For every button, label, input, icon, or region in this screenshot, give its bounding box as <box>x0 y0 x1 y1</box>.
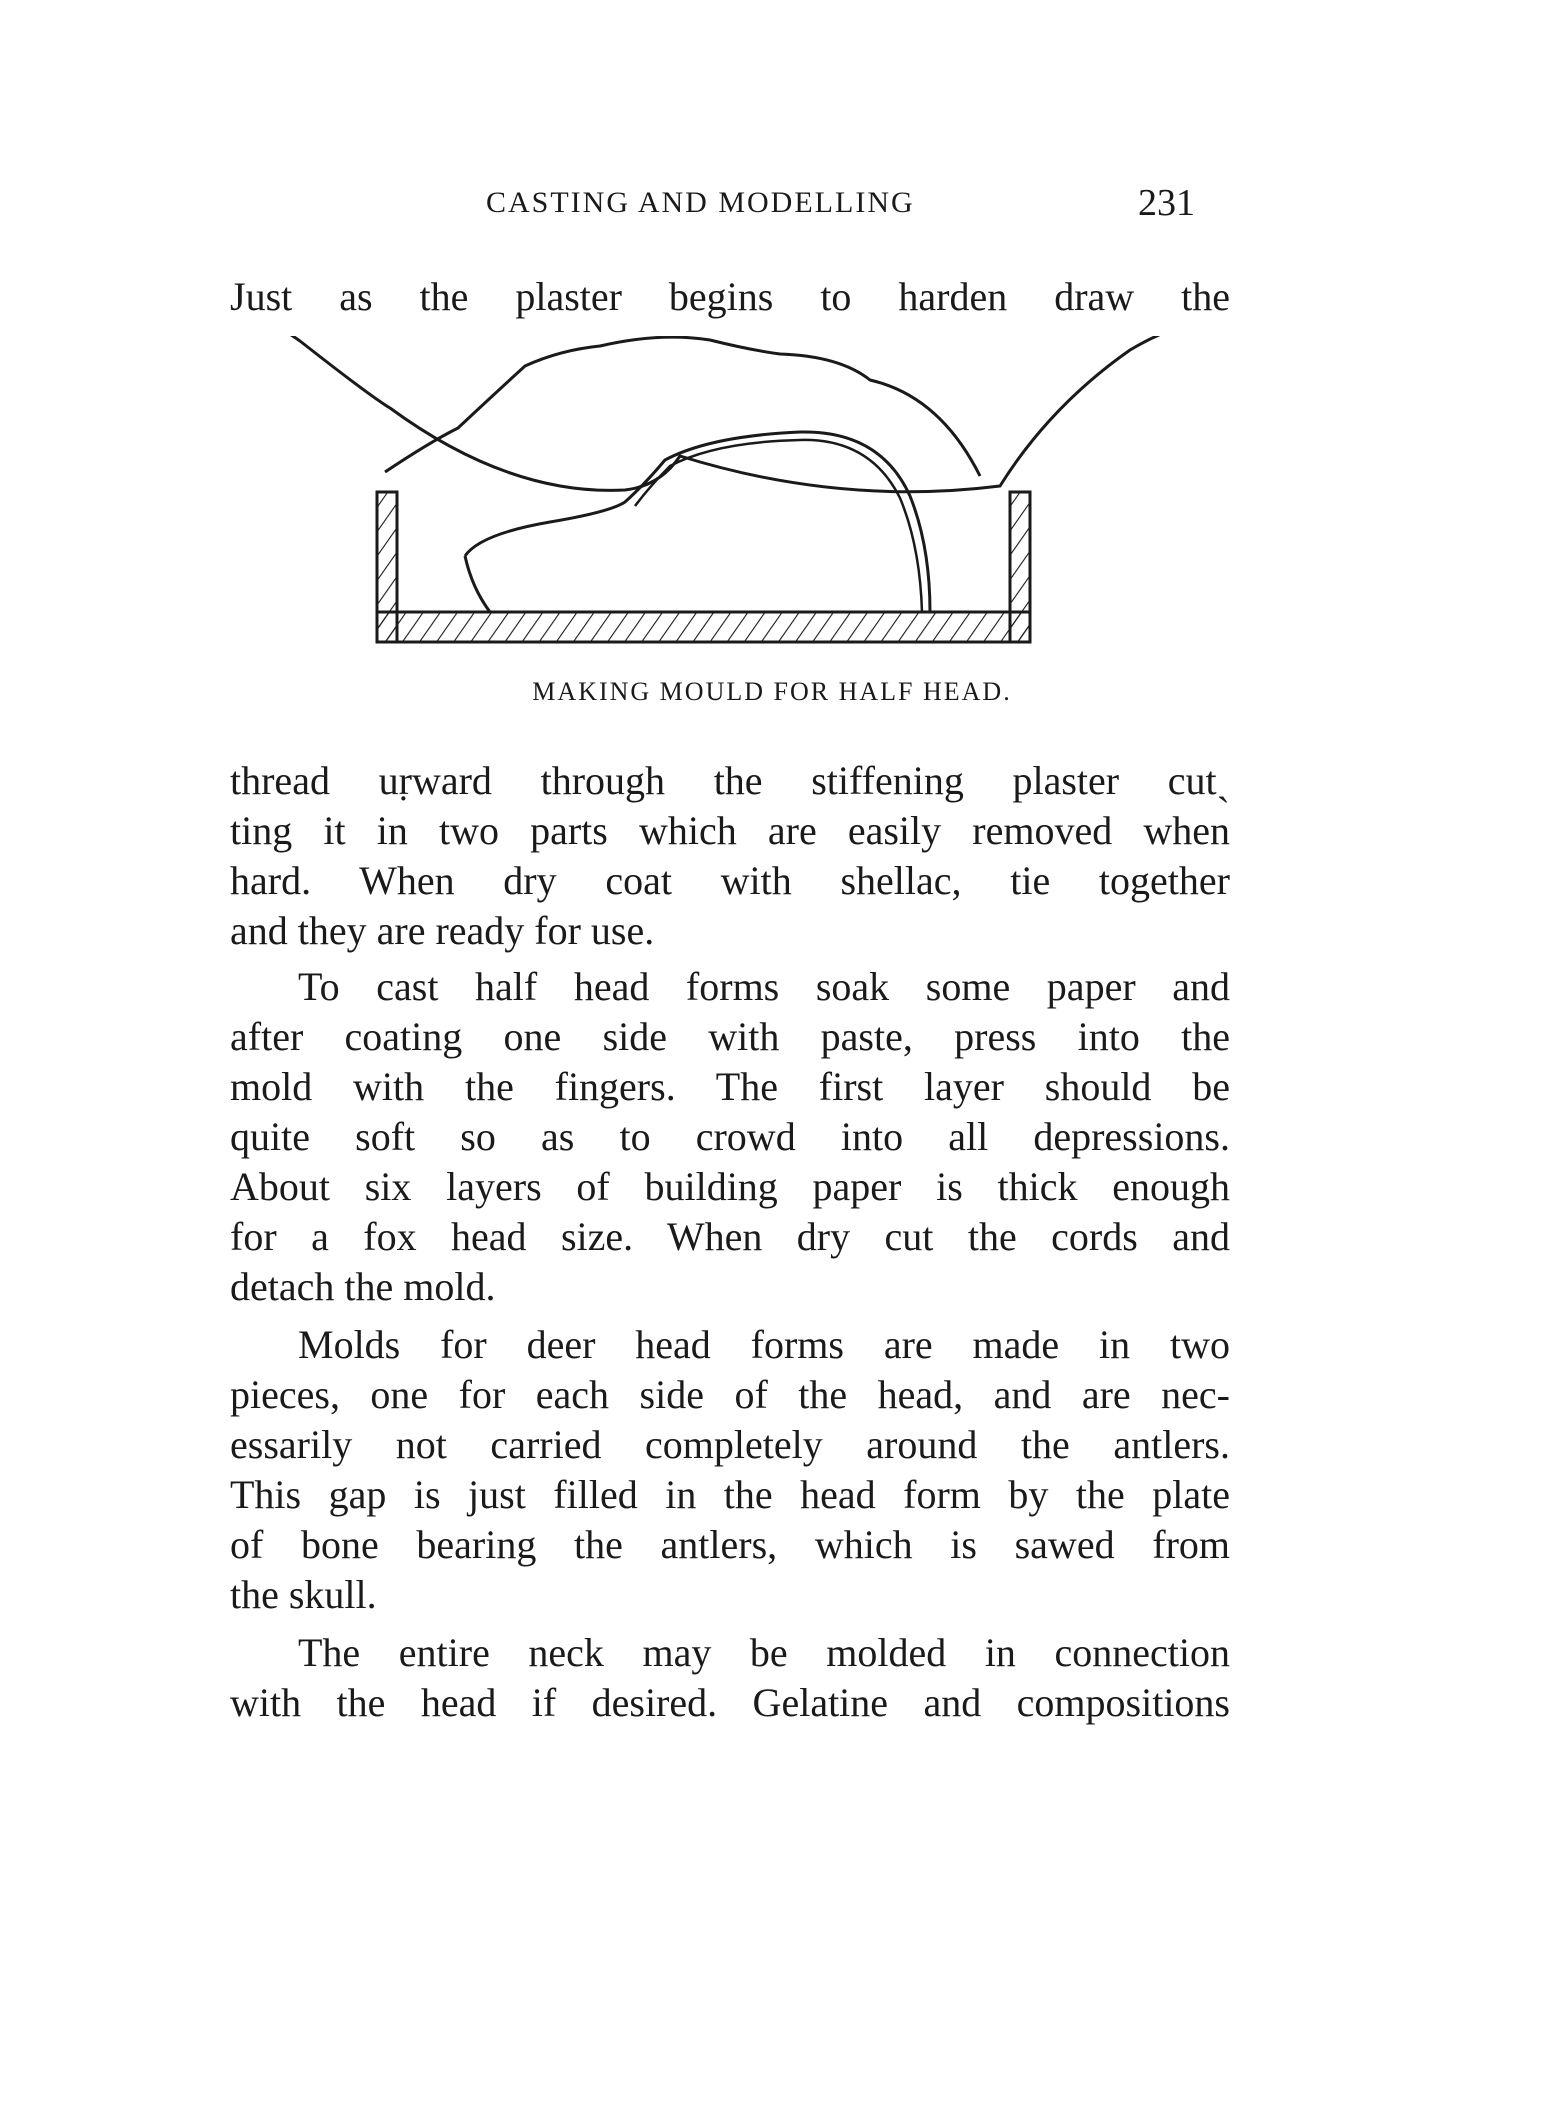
text-line: hard. When dry coat with shellac, tie together <box>230 858 1230 903</box>
running-head <box>0 178 1544 228</box>
text-line: the skull. <box>230 1572 377 1617</box>
text-line: To cast half head forms soak some paper and <box>298 964 1230 1009</box>
running-title: CASTING AND MODELLING <box>486 186 915 219</box>
text-line: The entire neck may be molded in connection <box>298 1630 1230 1675</box>
text-line: pieces, one for each side of the head, and are nec- <box>230 1372 1230 1417</box>
text-line: of bone bearing the antlers, which is sawed from <box>230 1522 1230 1567</box>
half-head-form-inner <box>635 440 922 612</box>
text-line: detach the mold. <box>230 1264 496 1309</box>
text-line: Molds for deer head forms are made in two <box>298 1322 1230 1367</box>
text-line: and they are ready for use. <box>230 908 655 953</box>
half-head-chin <box>465 556 490 612</box>
text-line: essarily not carried completely around the antlers. <box>230 1422 1230 1467</box>
text-line: ting it in two parts which are easily removed when <box>230 808 1230 853</box>
text-line: thread uṛward through the stiffening plaster cutˎ <box>230 758 1230 803</box>
text-line: after coating one side with paste, press into the <box>230 1014 1230 1059</box>
text-line: for a fox head size. When dry cut the cords and <box>230 1214 1230 1259</box>
mould-box-base <box>377 612 1030 642</box>
text-line: with the head if desired. Gelatine and compositions <box>230 1680 1230 1725</box>
text-line: About six layers of building paper is thick enough <box>230 1164 1230 1209</box>
mould-illustration <box>240 336 1230 676</box>
text-line: Just as the plaster begins to harden draw the <box>230 274 1230 319</box>
text-line: quite soft so as to crowd into all depressions. <box>230 1114 1230 1159</box>
text-line: mold with the fingers. The first layer should be <box>230 1064 1230 1109</box>
page-number: 231 <box>1138 182 1195 224</box>
plaster-outline <box>385 337 980 476</box>
half-head-form <box>465 432 930 612</box>
text-line: This gap is just filled in the head form by the plate <box>230 1472 1230 1517</box>
figure-caption: MAKING MOULD FOR HALF HEAD. <box>532 677 1012 706</box>
